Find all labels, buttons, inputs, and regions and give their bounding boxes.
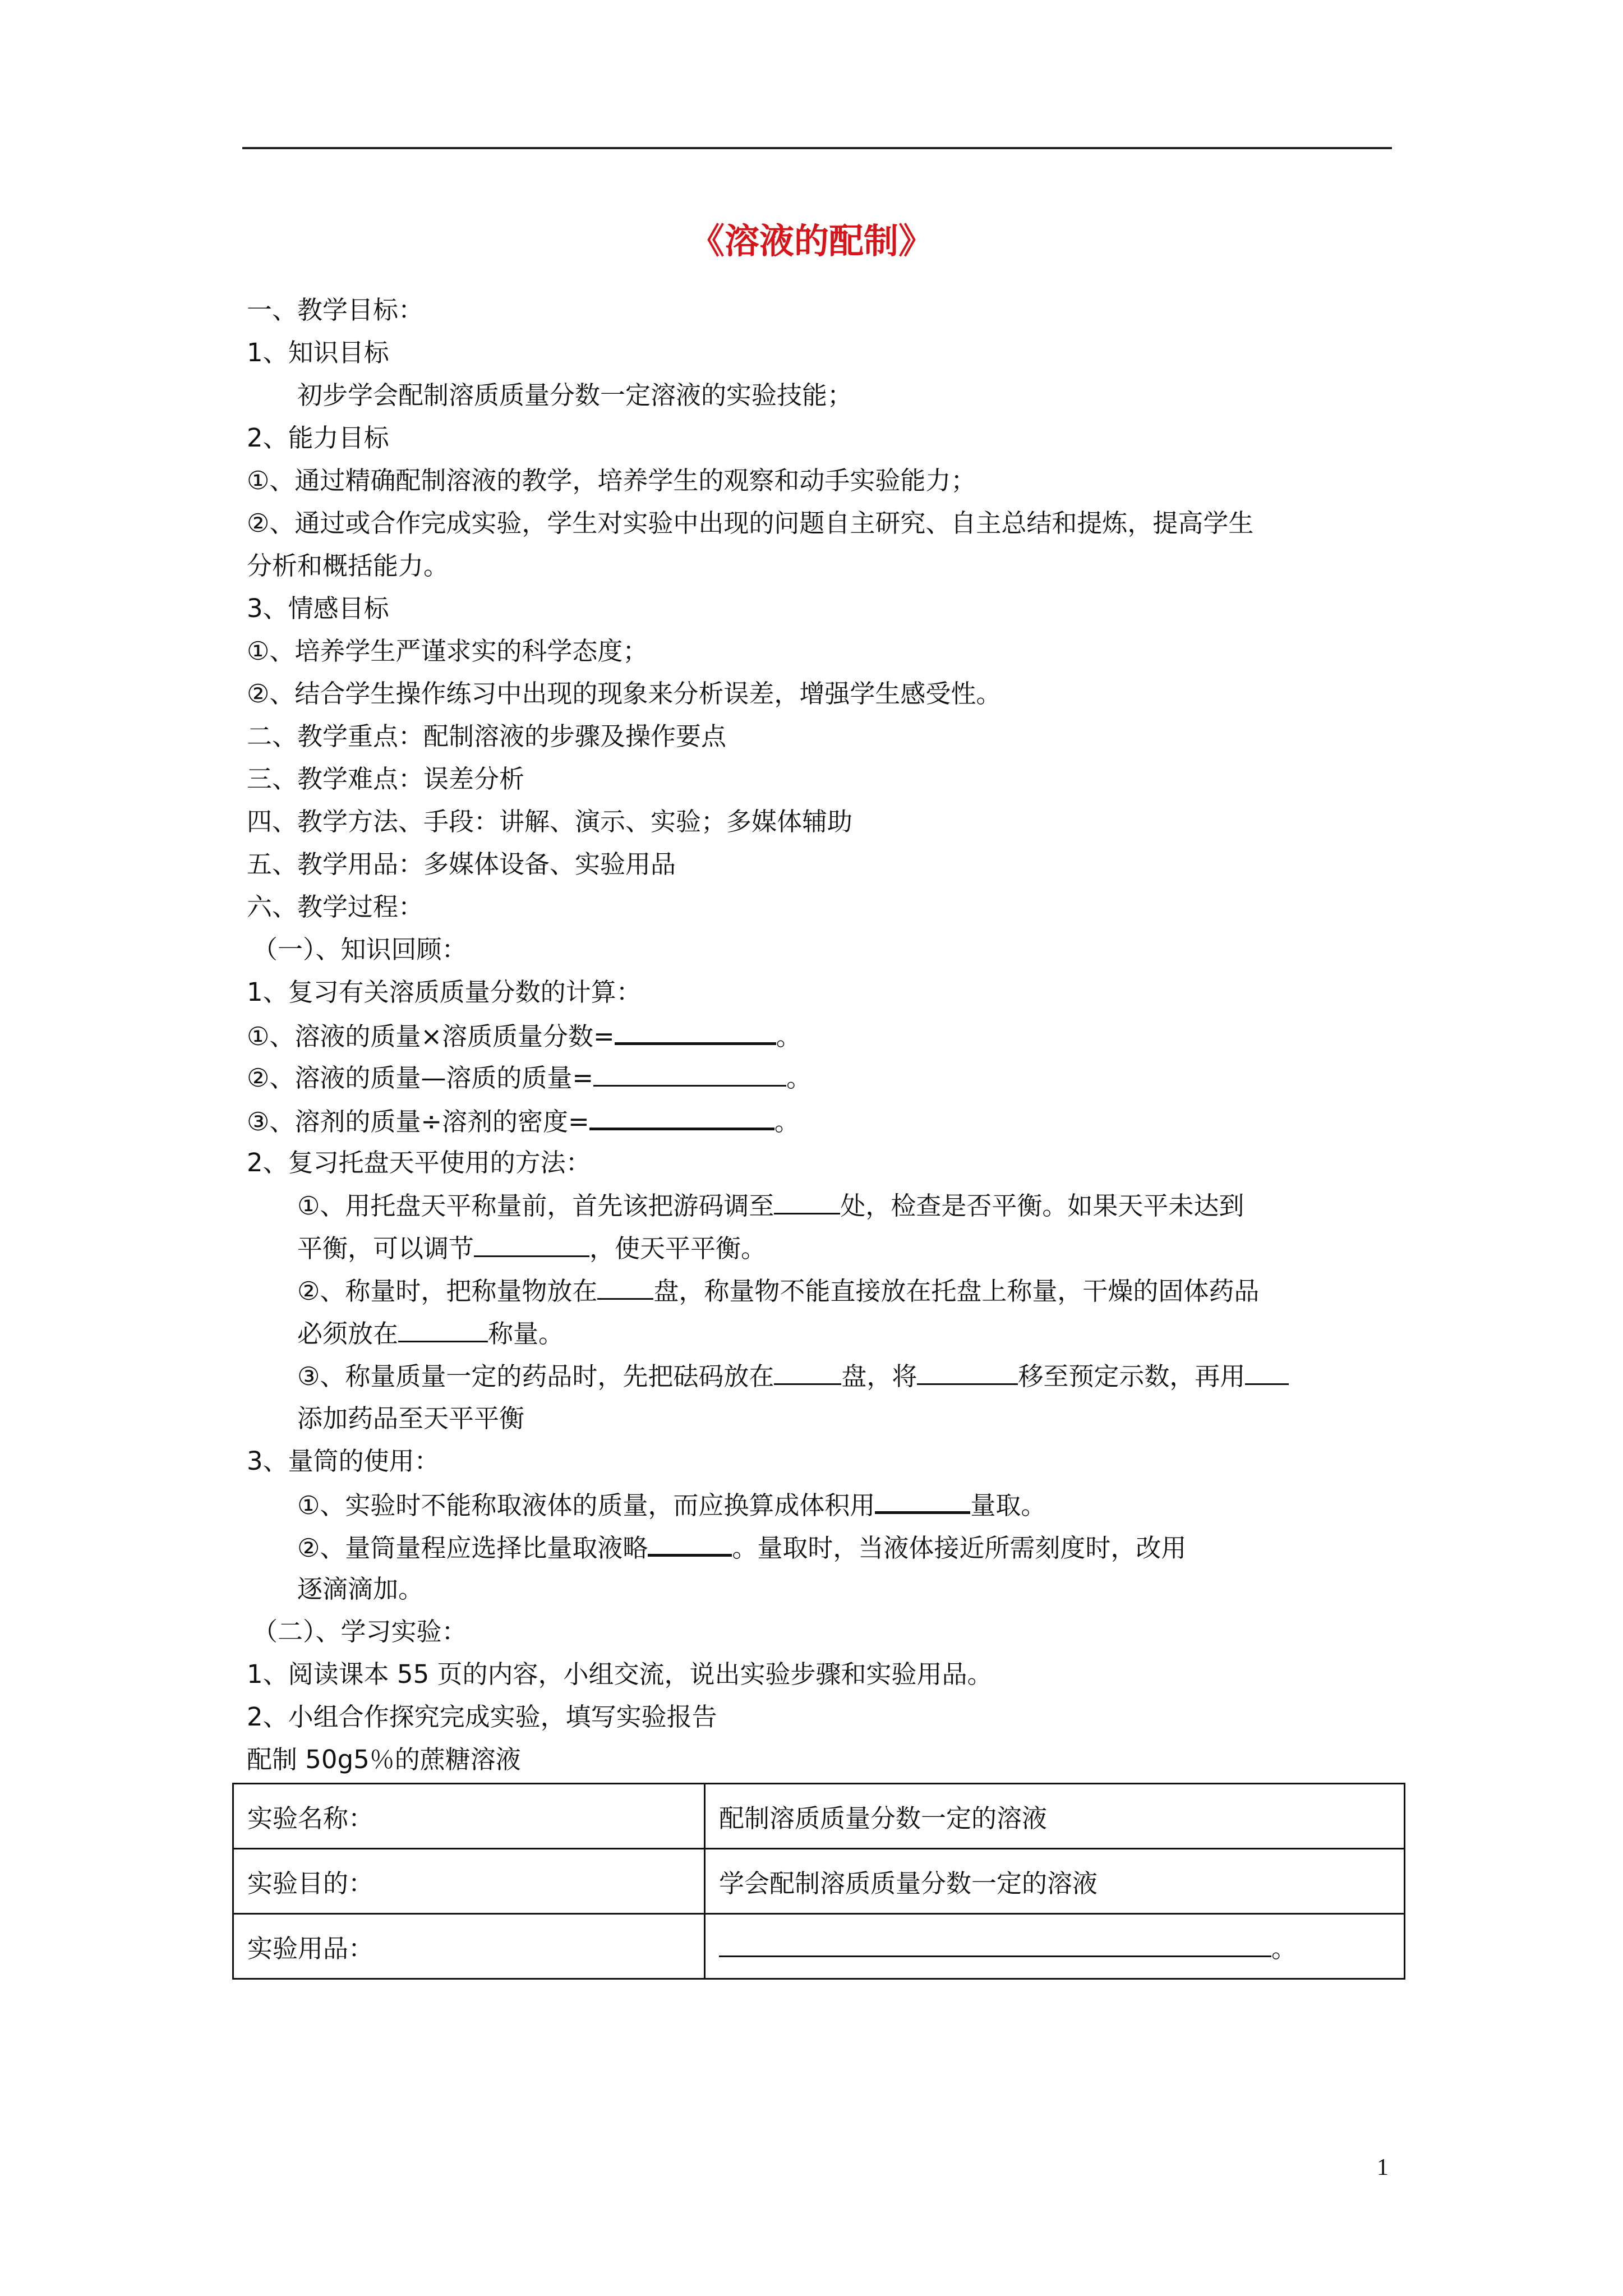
answer-blank [474,1228,589,1257]
subheading: 2、能力目标 [247,423,389,453]
line-text: ，使天平平衡。 [589,1234,767,1263]
answer-blank [593,1058,786,1087]
table-cell-value: 配制溶质质量分数一定的溶液 [705,1784,1405,1849]
subheading: 3、情感目标 [247,593,389,623]
table-cell-value [705,1914,1405,1979]
fill-in-line [297,1271,1259,1311]
answer-blank [589,1101,774,1130]
answer-blank [875,1484,970,1514]
line-text: 。 [776,1022,801,1051]
line-text: ③、称量质量一定的药品时，先把砝码放在 [297,1361,774,1391]
section-heading: 六、教学过程： [247,892,424,922]
section-heading: 五、教学用品：多媒体设备、实验用品 [247,849,676,879]
line-text: 称量。 [488,1319,564,1349]
line-text: 盘，将 [841,1361,917,1391]
table-row [233,1914,1405,1979]
paragraph: ②、结合学生操作练习中出现的现象来分析误差，增强学生感受性。 [247,679,1002,708]
table-row [233,1784,1405,1849]
paragraph: 初步学会配制溶质质量分数一定溶液的实验技能； [297,380,853,410]
line-text: 盘，称量物不能直接放在托盘上称量，干燥的固体药品 [653,1276,1260,1306]
paragraph: ①、通过精确配制溶液的教学，培养学生的观察和动手实验能力； [247,466,976,495]
paragraph: 1、复习有关溶质质量分数的计算： [247,977,642,1007]
fill-in-line [247,1015,801,1056]
table-cell-label: 实验名称： [233,1784,705,1849]
answer-blank [719,1929,1271,1957]
fill-in-line [247,1058,811,1098]
table-cell-value: 学会配制溶质质量分数一定的溶液 [705,1849,1405,1914]
experiment-report-table [232,1783,1405,1980]
line-text: 必须放在 [297,1319,399,1349]
fill-in-line [247,1101,800,1142]
paragraph: 分析和概括能力。 [247,551,449,581]
subsection-heading: （一）、知识回顾： [252,935,467,964]
line-text: ①、实验时不能称取液体的质量，而应换算成体积用 [297,1490,875,1520]
line-text: ②、量筒量程应选择比量取液略 [297,1533,648,1563]
line-text: ①、溶液的质量×溶质质量分数= [247,1022,615,1051]
paragraph: 逐滴滴加。 [297,1574,424,1604]
answer-blank [1245,1356,1289,1385]
answer-blank [597,1271,653,1300]
paragraph: 1、阅读课本 55 页的内容，小组交流，说出实验步骤和实验用品。 [247,1659,993,1689]
subheading: 1、知识目标 [247,338,389,367]
line-text: 。量取时，当液体接近所需刻度时，改用 [732,1533,1187,1563]
paragraph: 3、量筒的使用： [247,1446,440,1476]
table-row [233,1849,1405,1914]
document-title: 《溶液的配制》 [689,220,933,261]
fill-in-line [297,1186,1244,1226]
fill-in-line [297,1314,564,1354]
section-heading: 三、教学难点：误差分析 [247,764,525,794]
answer-blank [774,1186,840,1214]
answer-blank [648,1527,732,1557]
line-text: 平衡，可以调节 [297,1234,474,1263]
subsection-heading: （二）、学习实验： [252,1617,467,1646]
paragraph: ①、培养学生严谨求实的科学态度； [247,636,648,666]
page-number: 1 [1377,2155,1389,2180]
fill-in-line [297,1484,1046,1525]
paragraph: 2、复习托盘天平使用的方法： [247,1148,591,1177]
line-text: ②、称量时，把称量物放在 [297,1276,598,1306]
line-text: ③、溶剂的质量÷溶剂的密度= [247,1107,589,1137]
paragraph: ②、通过或合作完成实验，学生对实验中出现的问题自主研究、自主总结和提炼，提高学生 [247,508,1254,538]
section-heading: 二、教学重点：配制溶液的步骤及操作要点 [247,721,727,751]
table-cell-label: 实验目的： [233,1849,705,1914]
paragraph: 2、小组合作探究完成实验，填写实验报告 [247,1702,717,1732]
line-text: 。 [786,1063,812,1093]
paragraph: 配制 50g5％的蔗糖溶液 [247,1745,521,1774]
table-cell-label: 实验用品： [233,1914,705,1979]
answer-blank [774,1356,841,1385]
fill-in-line [297,1356,1289,1396]
fill-in-line [297,1228,766,1268]
answer-blank [917,1356,1018,1385]
fill-in-line [297,1527,1186,1568]
section-heading: 四、教学方法、手段：讲解、演示、实验；多媒体辅助 [247,807,853,836]
section-heading: 一、教学目标： [247,295,424,325]
answer-blank [615,1015,776,1045]
line-text: 。 [1271,1934,1297,1963]
header-rule [242,147,1392,149]
line-text: ②、溶液的质量—溶质的质量= [247,1063,594,1093]
line-text: 量取。 [970,1490,1046,1520]
paragraph: 添加药品至天平平衡 [297,1404,525,1433]
line-text: 移至预定示数，再用 [1018,1361,1246,1391]
answer-blank [398,1314,488,1342]
line-text: ①、用托盘天平称量前，首先该把游码调至 [297,1191,774,1221]
line-text: 处，检查是否平衡。如果天平未达到 [840,1191,1244,1221]
line-text: 。 [774,1107,800,1137]
